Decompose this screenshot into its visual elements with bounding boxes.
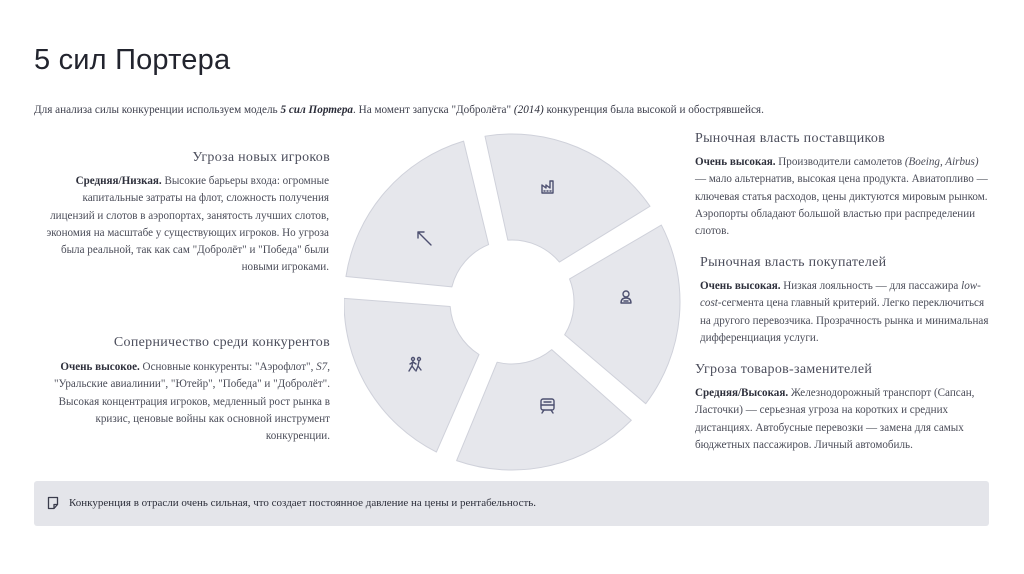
- rivalry-title: Соперничество среди конкурентов: [113, 335, 330, 350]
- buyers-title: Рыночная власть покупателей: [700, 255, 887, 270]
- slide-title: 5 сил Портера: [34, 44, 231, 76]
- substitutes-title: Угроза товаров-заменителей: [695, 362, 873, 377]
- new-entrants-text: Средняя/Низкая. Высокие барьеры входа: огромные капитальные затраты на флот, сложность получения лицензий и слотов в аэропортах, занятость лучших слотов, экономия на масштабе у существующих игроков. Но угроза была реальной, так как сам "Добролёт" и "Победа" были новыми игроками.: [46, 175, 329, 274]
- rivalry-text: Очень высокое. Основные конкуренты: "Аэрофлот", S7, "Уральские авиалинии", "Ютейр", "Победа" и "Добролёт". Высокая концентрация игроков, медленный рост рынка в кризис, ценовые войны как основной инструмент конкуренции.: [53, 361, 330, 443]
- conclusion-note: [34, 481, 989, 526]
- five-forces-wheel: [344, 130, 684, 475]
- segment-rivalry: [344, 298, 479, 452]
- new-entrants-title: Угроза новых игроков: [192, 150, 330, 165]
- suppliers-title: Рыночная власть поставщиков: [695, 131, 886, 146]
- segment-new-entrants: [346, 141, 489, 287]
- conclusion-note-text: Конкуренция в отрасли очень сильная, что создает постоянное давление на цены и рентабельность.: [69, 497, 537, 509]
- substitutes-text: Средняя/Высокая. Железнодорожный транспорт (Сапсан, Ласточки) — серьезная угроза на коротких и средних дистанциях. Автобусные перевозки — замена для самых бюджетных пассажиров. Личный автомобиль.: [695, 387, 975, 451]
- note-icon: [47, 496, 59, 510]
- intro-paragraph: Для анализа силы конкуренции используем модель 5 сил Портера. На момент запуска "Добролёта" (2014) конкуренция была высокой и обострявшейся.: [34, 104, 764, 116]
- buyers-text: Очень высокая. Низкая лояльность — для пассажира low-cost-сегмента цена главный критерий. Легко переключиться на другого перевозчика. Прозрачность рынка и минимальная дифференциация услуги.: [700, 280, 989, 344]
- suppliers-text: Очень высокая. Производители самолетов (Boeing, Airbus) — мало альтернатив, высокая цена продукта. Авиатопливо — ключевая статья расходов, цены диктуются мировым рынком. Аэропорты обладают большой властью при распределении слотов.: [695, 156, 988, 238]
- segment-suppliers: [485, 134, 650, 262]
